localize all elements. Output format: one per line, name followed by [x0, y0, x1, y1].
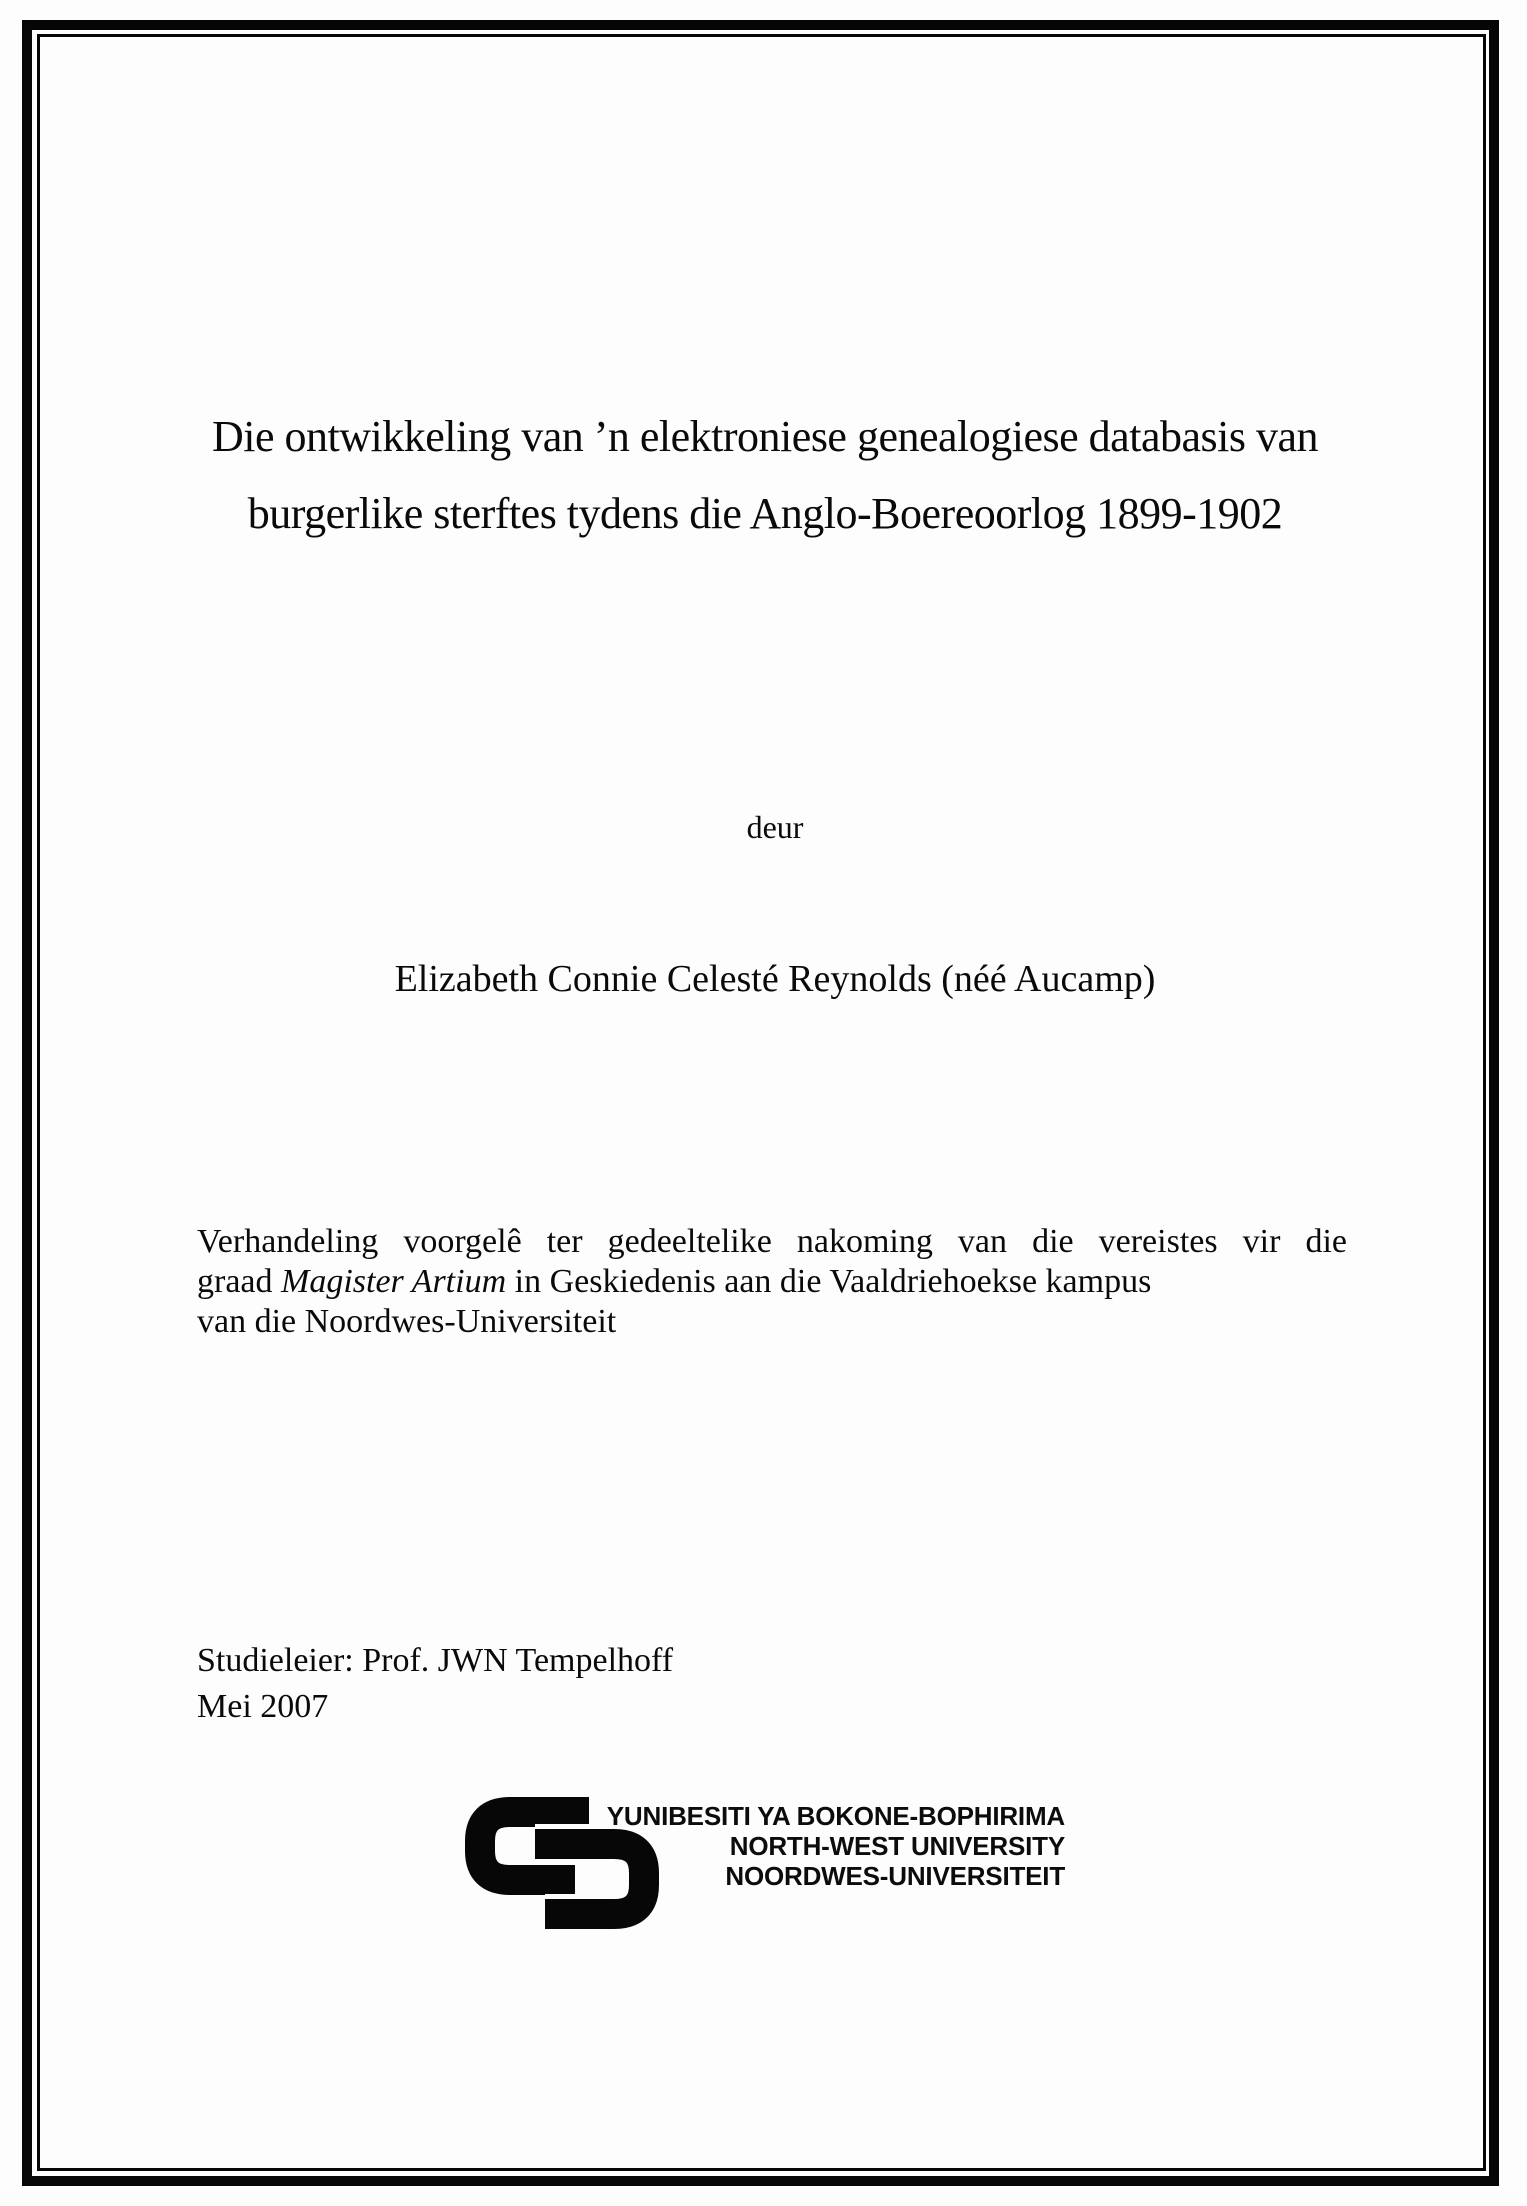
degree-statement-line3: van die Noordwes-Universiteit — [197, 1303, 617, 1340]
university-name-block — [560, 1801, 1065, 1891]
supervisor-block — [197, 1638, 1097, 1730]
degree-statement — [197, 1222, 1347, 1342]
university-name-afrikaans: NOORDWES-UNIVERSITEIT — [725, 1861, 1065, 1891]
degree-statement-line2-suffix: in Geskiedenis aan die Vaaldriehoekse kampus — [506, 1263, 1152, 1300]
date-line: Mei 2007 — [197, 1688, 329, 1725]
thesis-title-line2: burgerlike sterftes tydens die Anglo-Boereoorlog 1899-1902 — [247, 489, 1283, 538]
university-name-setswana: YUNIBESITI YA BOKONE-BOPHIRIMA — [606, 1801, 1065, 1831]
thesis-title-line1: Die ontwikkeling van ’n elektroniese genealogiese databasis van — [211, 412, 1318, 461]
author-name: Elizabeth Connie Celesté Reynolds (néé Aucamp) — [394, 958, 1156, 1000]
byline-label: deur — [746, 809, 804, 845]
degree-statement-line2-italic: Magister Artium — [281, 1263, 507, 1300]
degree-statement-line2-prefix: graad — [197, 1263, 282, 1300]
supervisor-line: Studieleier: Prof. JWN Tempelhoff — [197, 1642, 674, 1679]
degree-statement-line1: Verhandeling voorgelê ter gedeeltelike nakoming van die vereistes vir die — [197, 1223, 1347, 1260]
degree-statement-line2 — [197, 1262, 1347, 1302]
university-name-english: NORTH-WEST UNIVERSITY — [729, 1831, 1065, 1861]
thesis-title — [170, 398, 1360, 552]
